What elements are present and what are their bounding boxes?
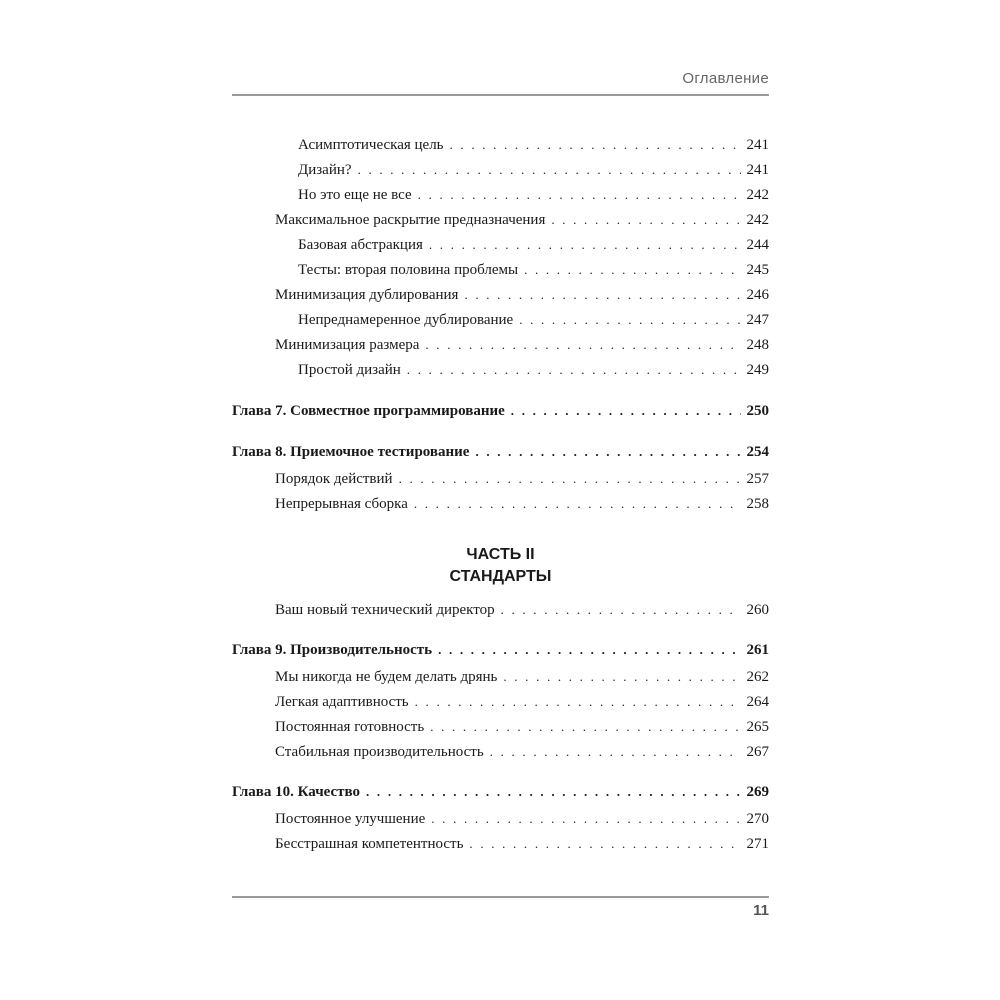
dot-leader <box>358 159 741 181</box>
toc-entry-page: 270 <box>746 811 769 827</box>
toc-entry-page: 260 <box>746 602 769 618</box>
toc-entry-label: Тесты: вторая половина проблемы <box>298 262 519 278</box>
toc-chapter-9 <box>232 639 769 661</box>
toc-entry <box>298 184 769 206</box>
dot-leader <box>414 493 741 515</box>
toc-entry-page: 262 <box>746 669 769 685</box>
toc-entry-label: Непрерывная сборка <box>275 496 408 512</box>
dot-leader <box>511 400 741 422</box>
dot-leader <box>475 441 740 463</box>
toc-entry-label: Постоянная готовность <box>275 719 425 735</box>
dot-leader <box>415 691 741 713</box>
toc-entry-page: 249 <box>746 362 769 378</box>
toc-entry-label: Дизайн? <box>298 162 352 178</box>
toc-entry <box>275 691 769 713</box>
toc-entry <box>298 134 769 156</box>
toc-entry-label: Бесстрашная компетентность <box>275 836 464 852</box>
toc-entry <box>298 359 769 381</box>
toc-entry-label: Порядок действий <box>275 471 393 487</box>
toc-entry <box>275 833 769 855</box>
toc-entry-page: 245 <box>746 262 769 278</box>
dot-leader <box>503 666 740 688</box>
dot-leader <box>431 808 740 830</box>
toc-chapter-page: 250 <box>746 403 769 419</box>
toc-entry-page: 241 <box>746 162 769 178</box>
toc-entry <box>275 599 769 621</box>
part-heading-line1: ЧАСТЬ II <box>466 546 535 563</box>
toc-entry <box>275 741 769 763</box>
toc-entry-label: Ваш новый технический директор <box>275 602 495 618</box>
dot-leader <box>430 716 740 738</box>
toc-entry-label: Постоянное улучшение <box>275 811 426 827</box>
toc-chapter-8 <box>232 441 769 463</box>
toc-entry <box>298 259 769 281</box>
dot-leader <box>418 184 741 206</box>
toc-chapter-label: Глава 7. Совместное программирование <box>232 403 505 419</box>
toc-entry-label: Максимальное раскрытие предназначения <box>275 212 546 228</box>
dot-leader <box>519 309 740 331</box>
toc-chapter-label: Глава 10. Качество <box>232 784 361 800</box>
toc-entry-label: Базовая абстракция <box>298 237 423 253</box>
dot-leader <box>438 639 740 661</box>
toc-entry <box>275 284 769 306</box>
toc-entry <box>298 159 769 181</box>
part-heading-line2: СТАНДАРТЫ <box>449 568 552 585</box>
toc-entry-page: 248 <box>746 337 769 353</box>
dot-leader <box>469 833 740 855</box>
dot-leader <box>450 134 741 156</box>
toc-entry-page: 241 <box>746 137 769 153</box>
toc-entry-label: Но это еще не все <box>298 187 412 203</box>
toc-entry <box>275 209 769 231</box>
toc-entry-page: 242 <box>746 187 769 203</box>
toc-entry-page: 244 <box>746 237 769 253</box>
toc-entry <box>275 493 769 515</box>
toc-entry-page: 242 <box>746 212 769 228</box>
toc-chapter-page: 261 <box>746 642 769 658</box>
toc-entry <box>298 234 769 256</box>
dot-leader <box>399 468 741 490</box>
dot-leader <box>501 599 741 621</box>
toc-entry <box>298 309 769 331</box>
page-number: 11 <box>753 902 769 919</box>
footer-rule <box>232 896 769 898</box>
dot-leader <box>464 284 740 306</box>
toc-entry-page: 271 <box>746 836 769 852</box>
toc-entry-label: Мы никогда не будем делать дрянь <box>275 669 498 685</box>
dot-leader <box>490 741 741 763</box>
toc-entry-page: 246 <box>746 287 769 303</box>
toc-entry-page: 267 <box>746 744 769 760</box>
toc-entry <box>275 716 769 738</box>
toc-chapter-page: 269 <box>746 784 769 800</box>
toc-entry-label: Непреднамеренное дублирование <box>298 312 514 328</box>
toc-entry <box>275 666 769 688</box>
toc-entry-label: Стабильная производительность <box>275 744 484 760</box>
toc-entry-label: Легкая адаптивность <box>275 694 409 710</box>
dot-leader <box>551 209 740 231</box>
toc-chapter-label: Глава 8. Приемочное тестирование <box>232 444 470 460</box>
toc-entry-page: 265 <box>746 719 769 735</box>
toc-entry-page: 257 <box>746 471 769 487</box>
toc-entry <box>275 334 769 356</box>
toc-entry-page: 264 <box>746 694 769 710</box>
toc-chapter-page: 254 <box>746 444 769 460</box>
dot-leader <box>366 781 740 803</box>
toc-entry-page: 247 <box>746 312 769 328</box>
header-rule <box>232 94 769 96</box>
toc-entry-page: 258 <box>746 496 769 512</box>
toc-chapter-label: Глава 9. Производительность <box>232 642 433 658</box>
toc-entry-label: Асимптотическая цель <box>298 137 444 153</box>
dot-leader <box>524 259 740 281</box>
toc-chapter-10 <box>232 781 769 803</box>
toc-entry <box>275 808 769 830</box>
dot-leader <box>429 234 741 256</box>
dot-leader <box>425 334 740 356</box>
dot-leader <box>407 359 741 381</box>
toc-entry <box>275 468 769 490</box>
toc-entry-label: Минимизация дублирования <box>275 287 459 303</box>
running-head: Оглавление <box>682 70 769 87</box>
toc-entry-label: Минимизация размера <box>275 337 420 353</box>
toc-entry-label: Простой дизайн <box>298 362 401 378</box>
toc-chapter-7 <box>232 400 769 422</box>
